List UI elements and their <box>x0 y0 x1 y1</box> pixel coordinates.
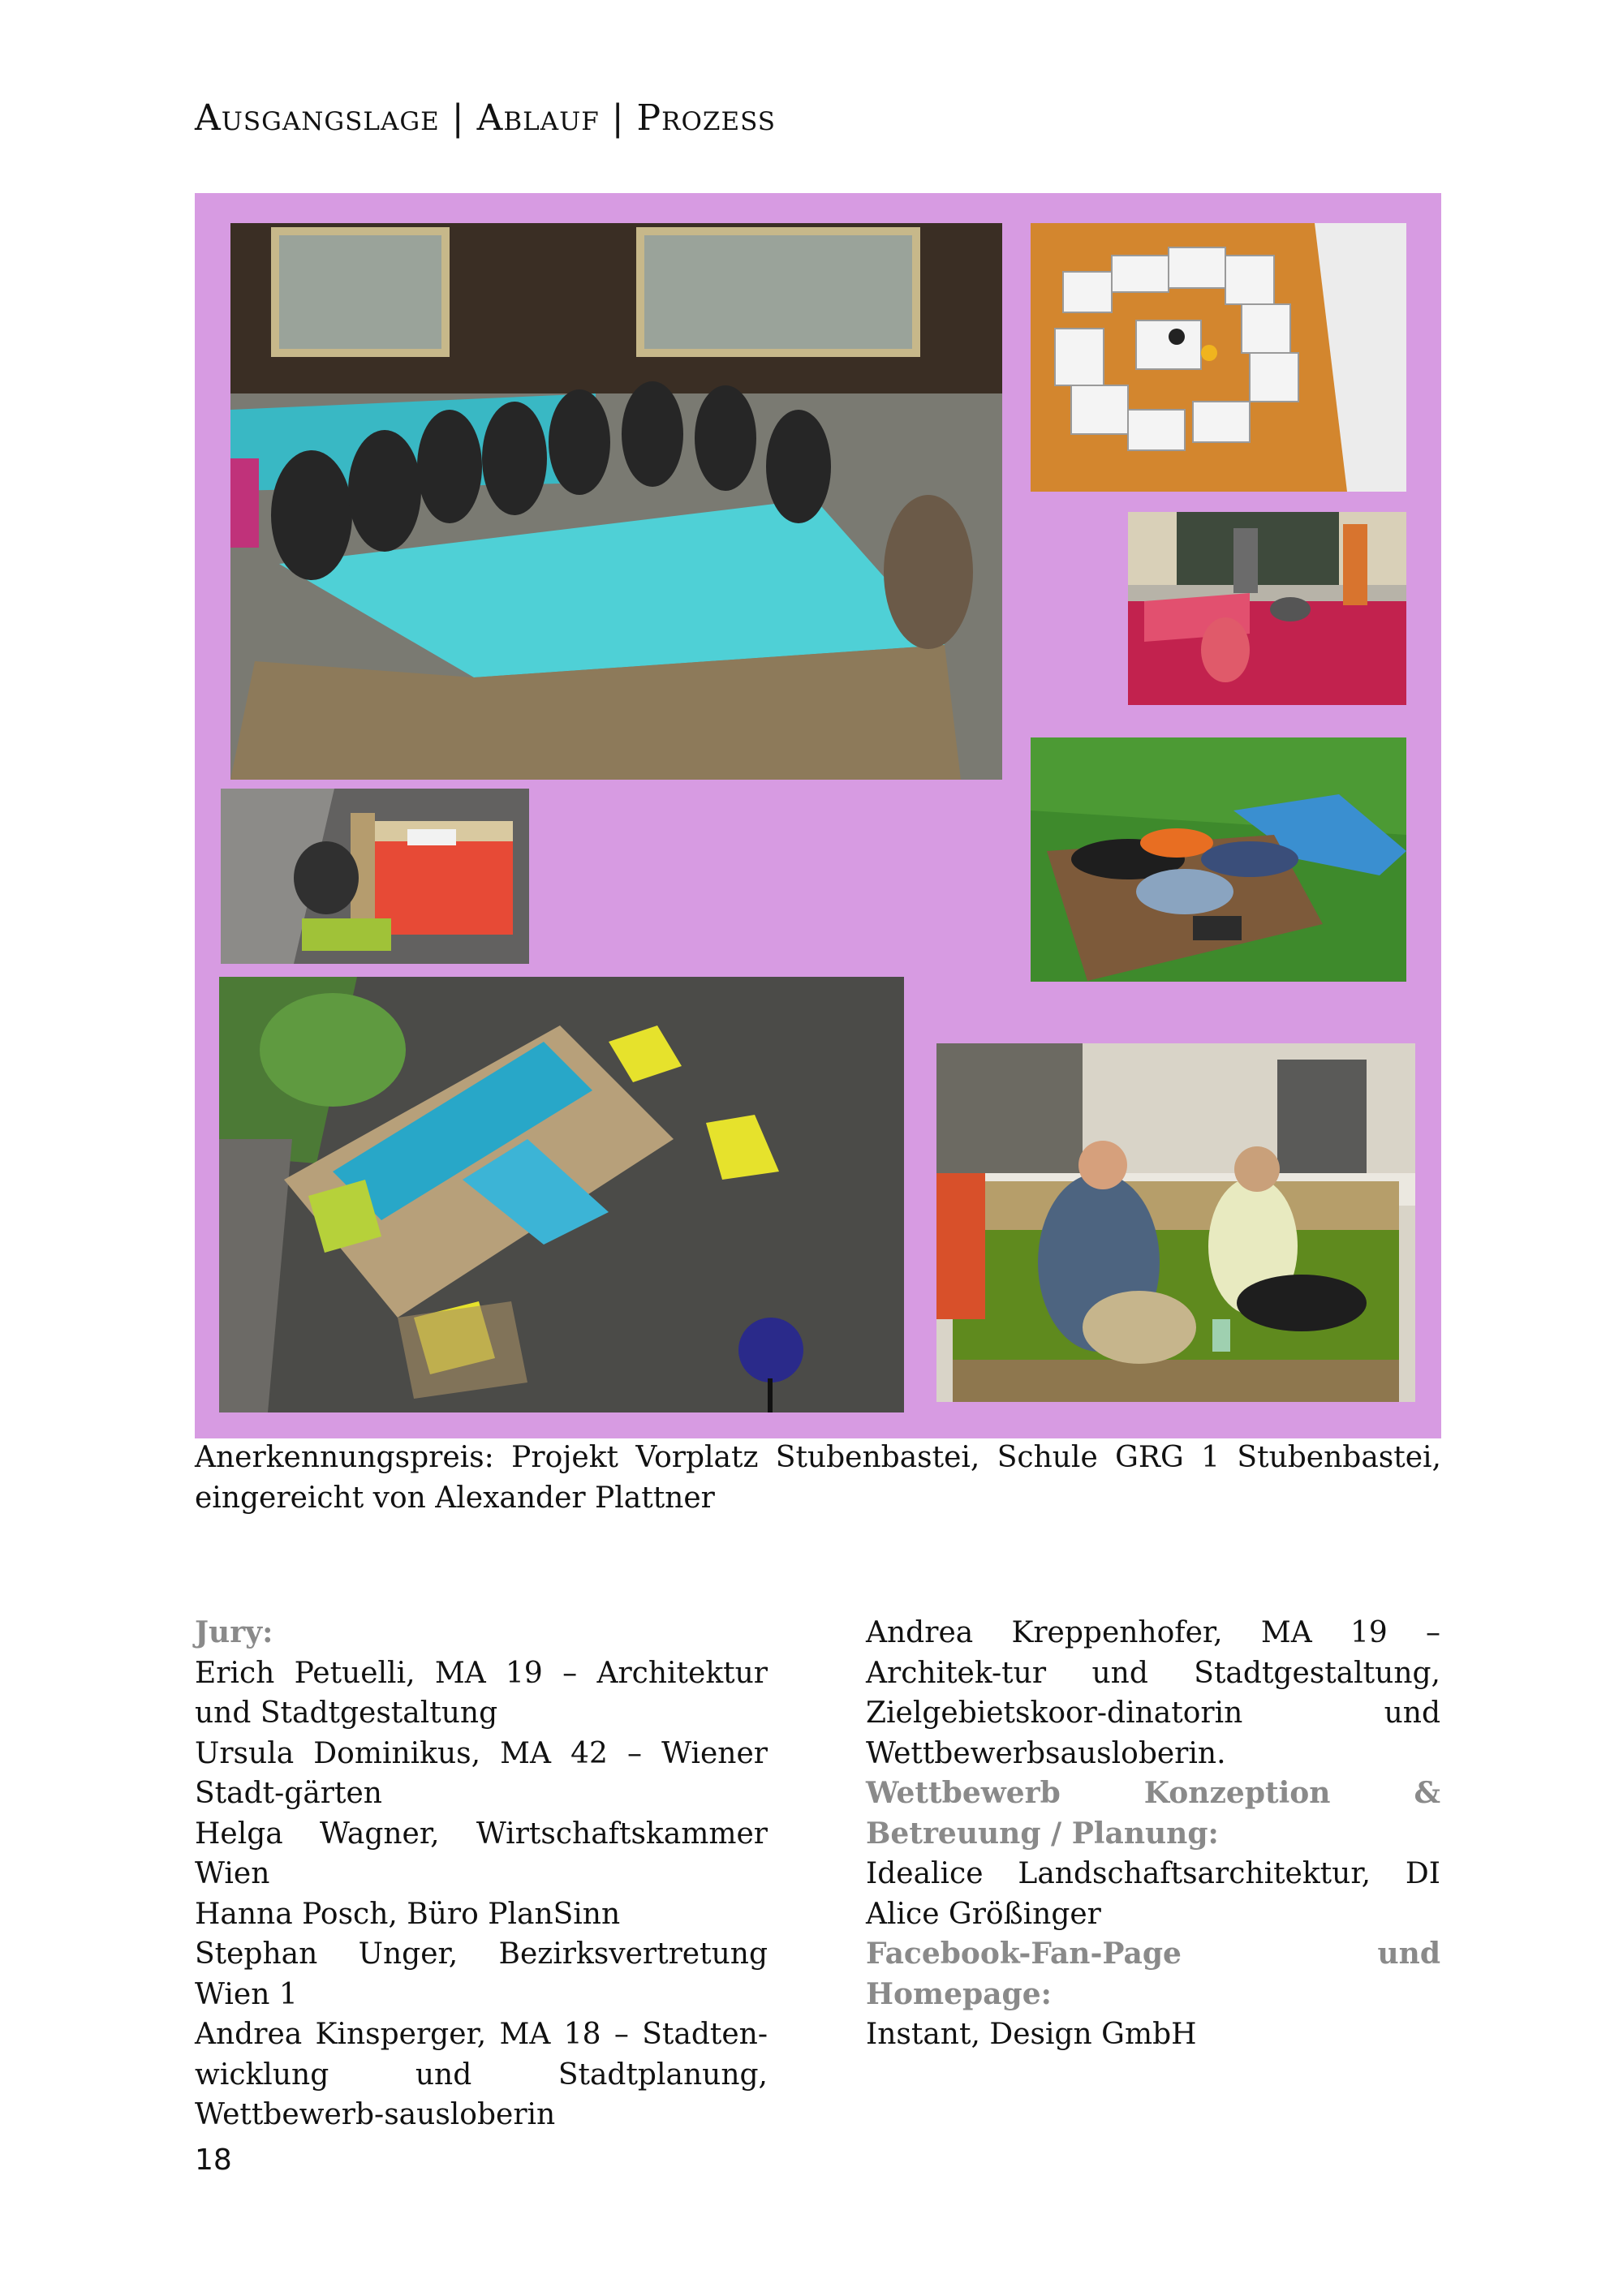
facebook-value: Instant, Design GmbH <box>866 2018 1197 2051</box>
heading-part-3: Prozess <box>636 97 777 139</box>
photo-people-on-lawn <box>1031 737 1406 982</box>
conception-label: Wettbewerb Konzeption & Betreuung / Planung: <box>866 1776 1440 1851</box>
jury-member: Andrea Kreppenhofer, MA 19 – Architek-tur und Stadtgestaltung, Zielgebietskoor-dinatorin und Wettbewerbsausloberin. <box>866 1616 1440 1770</box>
photo-pallet-bench-aerial-small <box>221 789 529 964</box>
photo-students-pallet-seating <box>230 223 1002 780</box>
photo-collage <box>195 193 1441 1438</box>
heading-separator-1: | <box>439 97 477 139</box>
heading-part-1: Ausgangslage <box>195 97 440 139</box>
page-heading <box>195 97 776 139</box>
heading-part-2: Ablauf <box>476 97 600 139</box>
jury-member: Andrea Kinsperger, MA 18 – Stadten-wicklung und Stadtplanung, Wettbewerb-sausloberin <box>195 2018 768 2131</box>
jury-label: Jury: <box>195 1615 273 1649</box>
jury-column-left <box>195 1613 768 2135</box>
jury-member: Erich Petuelli, MA 19 – Architektur und Stadtgestaltung <box>195 1656 768 1730</box>
photo-red-seating-square <box>1128 512 1406 705</box>
jury-column-right <box>866 1613 1440 2055</box>
jury-member: Hanna Posch, Büro PlanSinn <box>195 1897 621 1931</box>
photo-paper-model <box>1031 223 1406 492</box>
jury-member: Ursula Dominikus, MA 42 – Wiener Stadt-gärten <box>195 1736 768 1810</box>
page-number: 18 <box>195 2143 232 2177</box>
jury-member: Stephan Unger, Bezirksvertretung Wien 1 <box>195 1937 768 2011</box>
photo-pallet-furniture-aerial <box>219 977 904 1412</box>
jury-member: Helga Wagner, Wirtschaftskammer Wien <box>195 1817 768 1890</box>
conception-value: Idealice Landschaftsarchitektur, DI Alice Größinger <box>866 1857 1440 1931</box>
image-caption: Anerkennungspreis: Projekt Vorplatz Stubenbastei, Schule GRG 1 Stubenbastei, eingereicht von Alexander Plattner <box>195 1441 1441 1515</box>
heading-separator-2: | <box>599 97 637 139</box>
photo-two-people-on-green-sofa <box>936 1043 1415 1402</box>
facebook-label: Facebook-Fan-Page und Homepage: <box>866 1937 1440 2011</box>
